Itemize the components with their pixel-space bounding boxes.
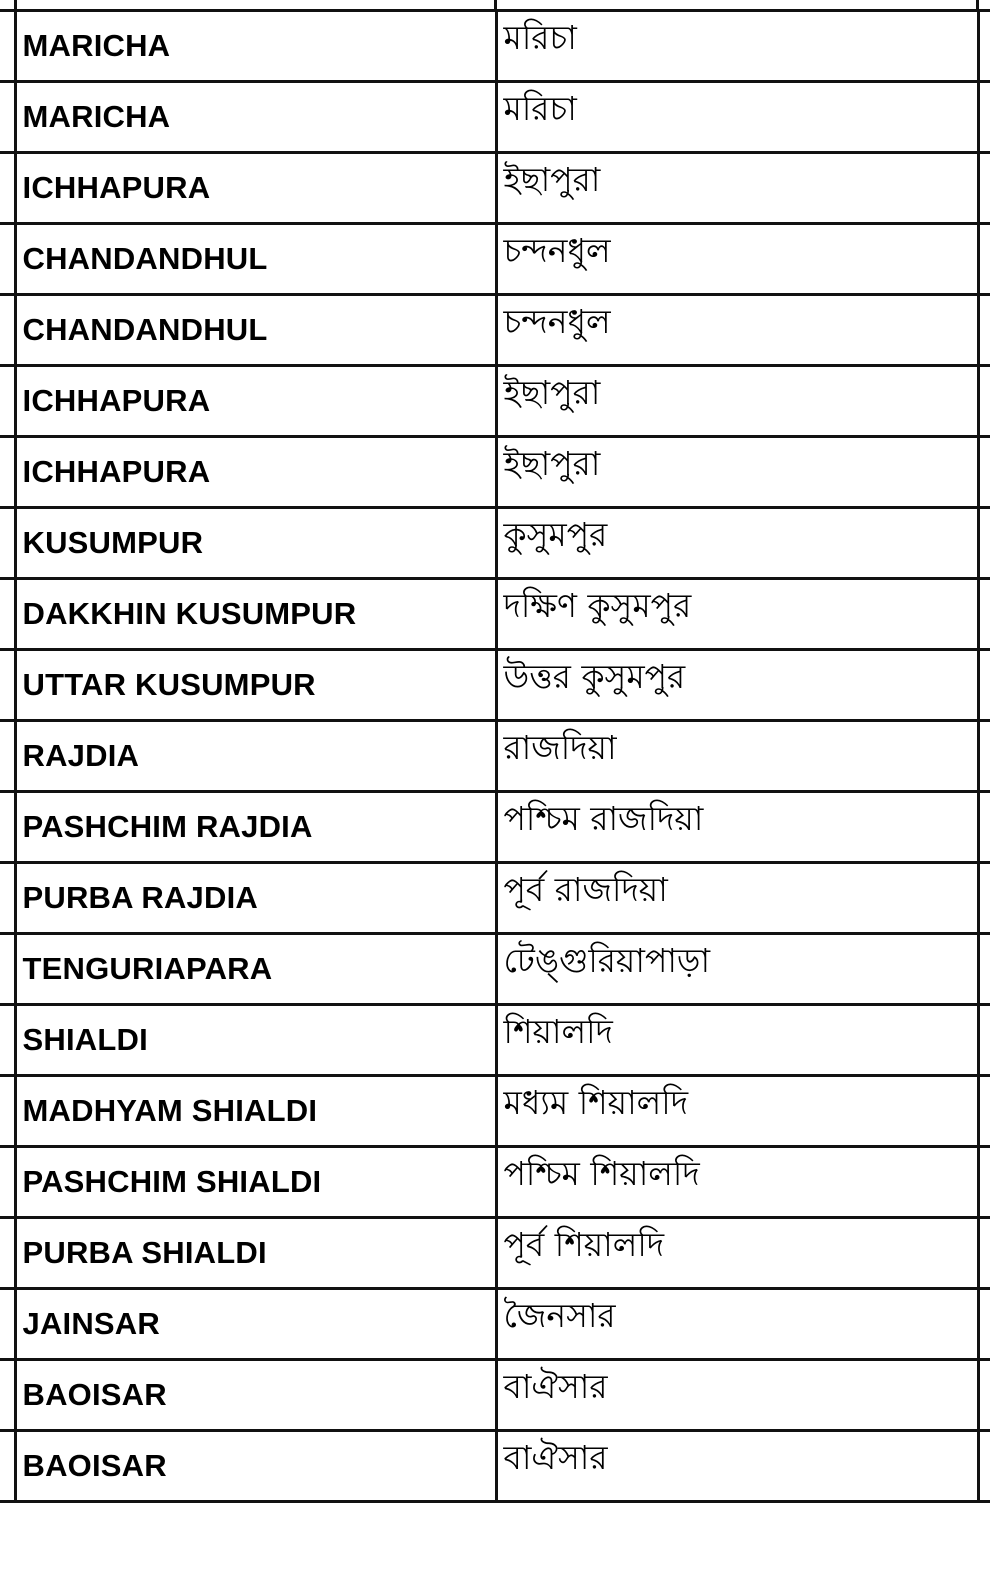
- bengali-name-cell: শিয়ালদি: [496, 1005, 978, 1076]
- table-row: [0, 792, 990, 863]
- column-divider: [976, 0, 979, 12]
- english-name-cell: ICHHAPURA: [15, 153, 496, 224]
- bengali-name-cell: উত্তর কুসুমপুর: [496, 650, 978, 721]
- table-row: [0, 934, 990, 1005]
- row-edge-cell: [978, 224, 990, 295]
- row-margin-cell: [0, 1289, 15, 1360]
- row-edge-cell: [978, 1289, 990, 1360]
- bengali-name-cell: বাঐসার: [496, 1360, 978, 1431]
- english-name-cell: PASHCHIM SHIALDI: [15, 1147, 496, 1218]
- row-margin-cell: [0, 82, 15, 153]
- row-margin-cell: [0, 650, 15, 721]
- row-margin-cell: [0, 863, 15, 934]
- bengali-name-cell: মরিচা: [496, 12, 978, 82]
- row-margin-cell: [0, 1431, 15, 1502]
- bengali-name-cell: মধ্যম শিয়ালদি: [496, 1076, 978, 1147]
- bengali-name-cell: পূর্ব শিয়ালদি: [496, 1218, 978, 1289]
- table-row: [0, 12, 990, 82]
- row-margin-cell: [0, 224, 15, 295]
- table-row: [0, 1005, 990, 1076]
- table-row: [0, 508, 990, 579]
- row-edge-cell: [978, 12, 990, 82]
- english-name-cell: PURBA SHIALDI: [15, 1218, 496, 1289]
- table-row: [0, 153, 990, 224]
- english-name-cell: CHANDANDHUL: [15, 224, 496, 295]
- bengali-name-cell: বাঐসার: [496, 1431, 978, 1502]
- row-margin-cell: [0, 579, 15, 650]
- bengali-name-cell: কুসুমপুর: [496, 508, 978, 579]
- table-top-cutoff-row: [0, 0, 990, 12]
- row-margin-cell: [0, 366, 15, 437]
- table-row: [0, 82, 990, 153]
- row-edge-cell: [978, 863, 990, 934]
- english-name-cell: PURBA RAJDIA: [15, 863, 496, 934]
- table-row: [0, 1218, 990, 1289]
- row-edge-cell: [978, 1218, 990, 1289]
- english-name-cell: MARICHA: [15, 82, 496, 153]
- english-name-cell: MARICHA: [15, 12, 496, 82]
- row-edge-cell: [978, 650, 990, 721]
- english-name-cell: SHIALDI: [15, 1005, 496, 1076]
- row-edge-cell: [978, 579, 990, 650]
- table-row: [0, 295, 990, 366]
- english-name-cell: TENGURIAPARA: [15, 934, 496, 1005]
- row-edge-cell: [978, 1005, 990, 1076]
- row-margin-cell: [0, 792, 15, 863]
- row-margin-cell: [0, 1076, 15, 1147]
- row-edge-cell: [978, 934, 990, 1005]
- bengali-name-cell: পশ্চিম রাজদিয়া: [496, 792, 978, 863]
- row-edge-cell: [978, 295, 990, 366]
- row-edge-cell: [978, 792, 990, 863]
- table-row: [0, 1360, 990, 1431]
- row-margin-cell: [0, 1360, 15, 1431]
- bengali-name-cell: চন্দনধুল: [496, 224, 978, 295]
- table-row: [0, 650, 990, 721]
- row-margin-cell: [0, 934, 15, 1005]
- bengali-name-cell: মরিচা: [496, 82, 978, 153]
- row-edge-cell: [978, 366, 990, 437]
- row-margin-cell: [0, 508, 15, 579]
- table-row: [0, 1076, 990, 1147]
- row-margin-cell: [0, 12, 15, 82]
- table-row: [0, 863, 990, 934]
- bengali-name-cell: জৈনসার: [496, 1289, 978, 1360]
- bengali-name-cell: ইছাপুরা: [496, 153, 978, 224]
- place-names-table: [0, 12, 990, 1503]
- english-name-cell: CHANDANDHUL: [15, 295, 496, 366]
- row-edge-cell: [978, 437, 990, 508]
- bengali-name-cell: দক্ষিণ কুসুমপুর: [496, 579, 978, 650]
- row-margin-cell: [0, 721, 15, 792]
- english-name-cell: JAINSAR: [15, 1289, 496, 1360]
- row-margin-cell: [0, 437, 15, 508]
- table-row: [0, 1431, 990, 1502]
- table-row: [0, 721, 990, 792]
- table-row: [0, 366, 990, 437]
- bengali-name-cell: চন্দনধুল: [496, 295, 978, 366]
- bengali-name-cell: পূর্ব রাজদিয়া: [496, 863, 978, 934]
- bengali-name-cell: রাজদিয়া: [496, 721, 978, 792]
- row-edge-cell: [978, 1076, 990, 1147]
- english-name-cell: DAKKHIN KUSUMPUR: [15, 579, 496, 650]
- english-name-cell: KUSUMPUR: [15, 508, 496, 579]
- row-margin-cell: [0, 295, 15, 366]
- table-row: [0, 579, 990, 650]
- english-name-cell: MADHYAM SHIALDI: [15, 1076, 496, 1147]
- english-name-cell: ICHHAPURA: [15, 366, 496, 437]
- row-margin-cell: [0, 1218, 15, 1289]
- english-name-cell: RAJDIA: [15, 721, 496, 792]
- bengali-name-cell: ইছাপুরা: [496, 366, 978, 437]
- table-row: [0, 437, 990, 508]
- bengali-name-cell: টেঙ্গুরিয়াপাড়া: [496, 934, 978, 1005]
- column-divider: [494, 0, 497, 12]
- column-divider: [14, 0, 17, 12]
- english-name-cell: BAOISAR: [15, 1360, 496, 1431]
- table-row: [0, 1289, 990, 1360]
- row-margin-cell: [0, 1005, 15, 1076]
- english-name-cell: ICHHAPURA: [15, 437, 496, 508]
- bengali-name-cell: ইছাপুরা: [496, 437, 978, 508]
- english-name-cell: PASHCHIM RAJDIA: [15, 792, 496, 863]
- row-margin-cell: [0, 1147, 15, 1218]
- row-edge-cell: [978, 1147, 990, 1218]
- row-margin-cell: [0, 153, 15, 224]
- table-row: [0, 224, 990, 295]
- row-edge-cell: [978, 1431, 990, 1502]
- row-edge-cell: [978, 1360, 990, 1431]
- bengali-name-cell: পশ্চিম শিয়ালদি: [496, 1147, 978, 1218]
- table-row: [0, 1147, 990, 1218]
- row-edge-cell: [978, 82, 990, 153]
- row-edge-cell: [978, 153, 990, 224]
- row-edge-cell: [978, 508, 990, 579]
- row-edge-cell: [978, 721, 990, 792]
- table-body: [0, 12, 990, 1502]
- english-name-cell: UTTAR KUSUMPUR: [15, 650, 496, 721]
- english-name-cell: BAOISAR: [15, 1431, 496, 1502]
